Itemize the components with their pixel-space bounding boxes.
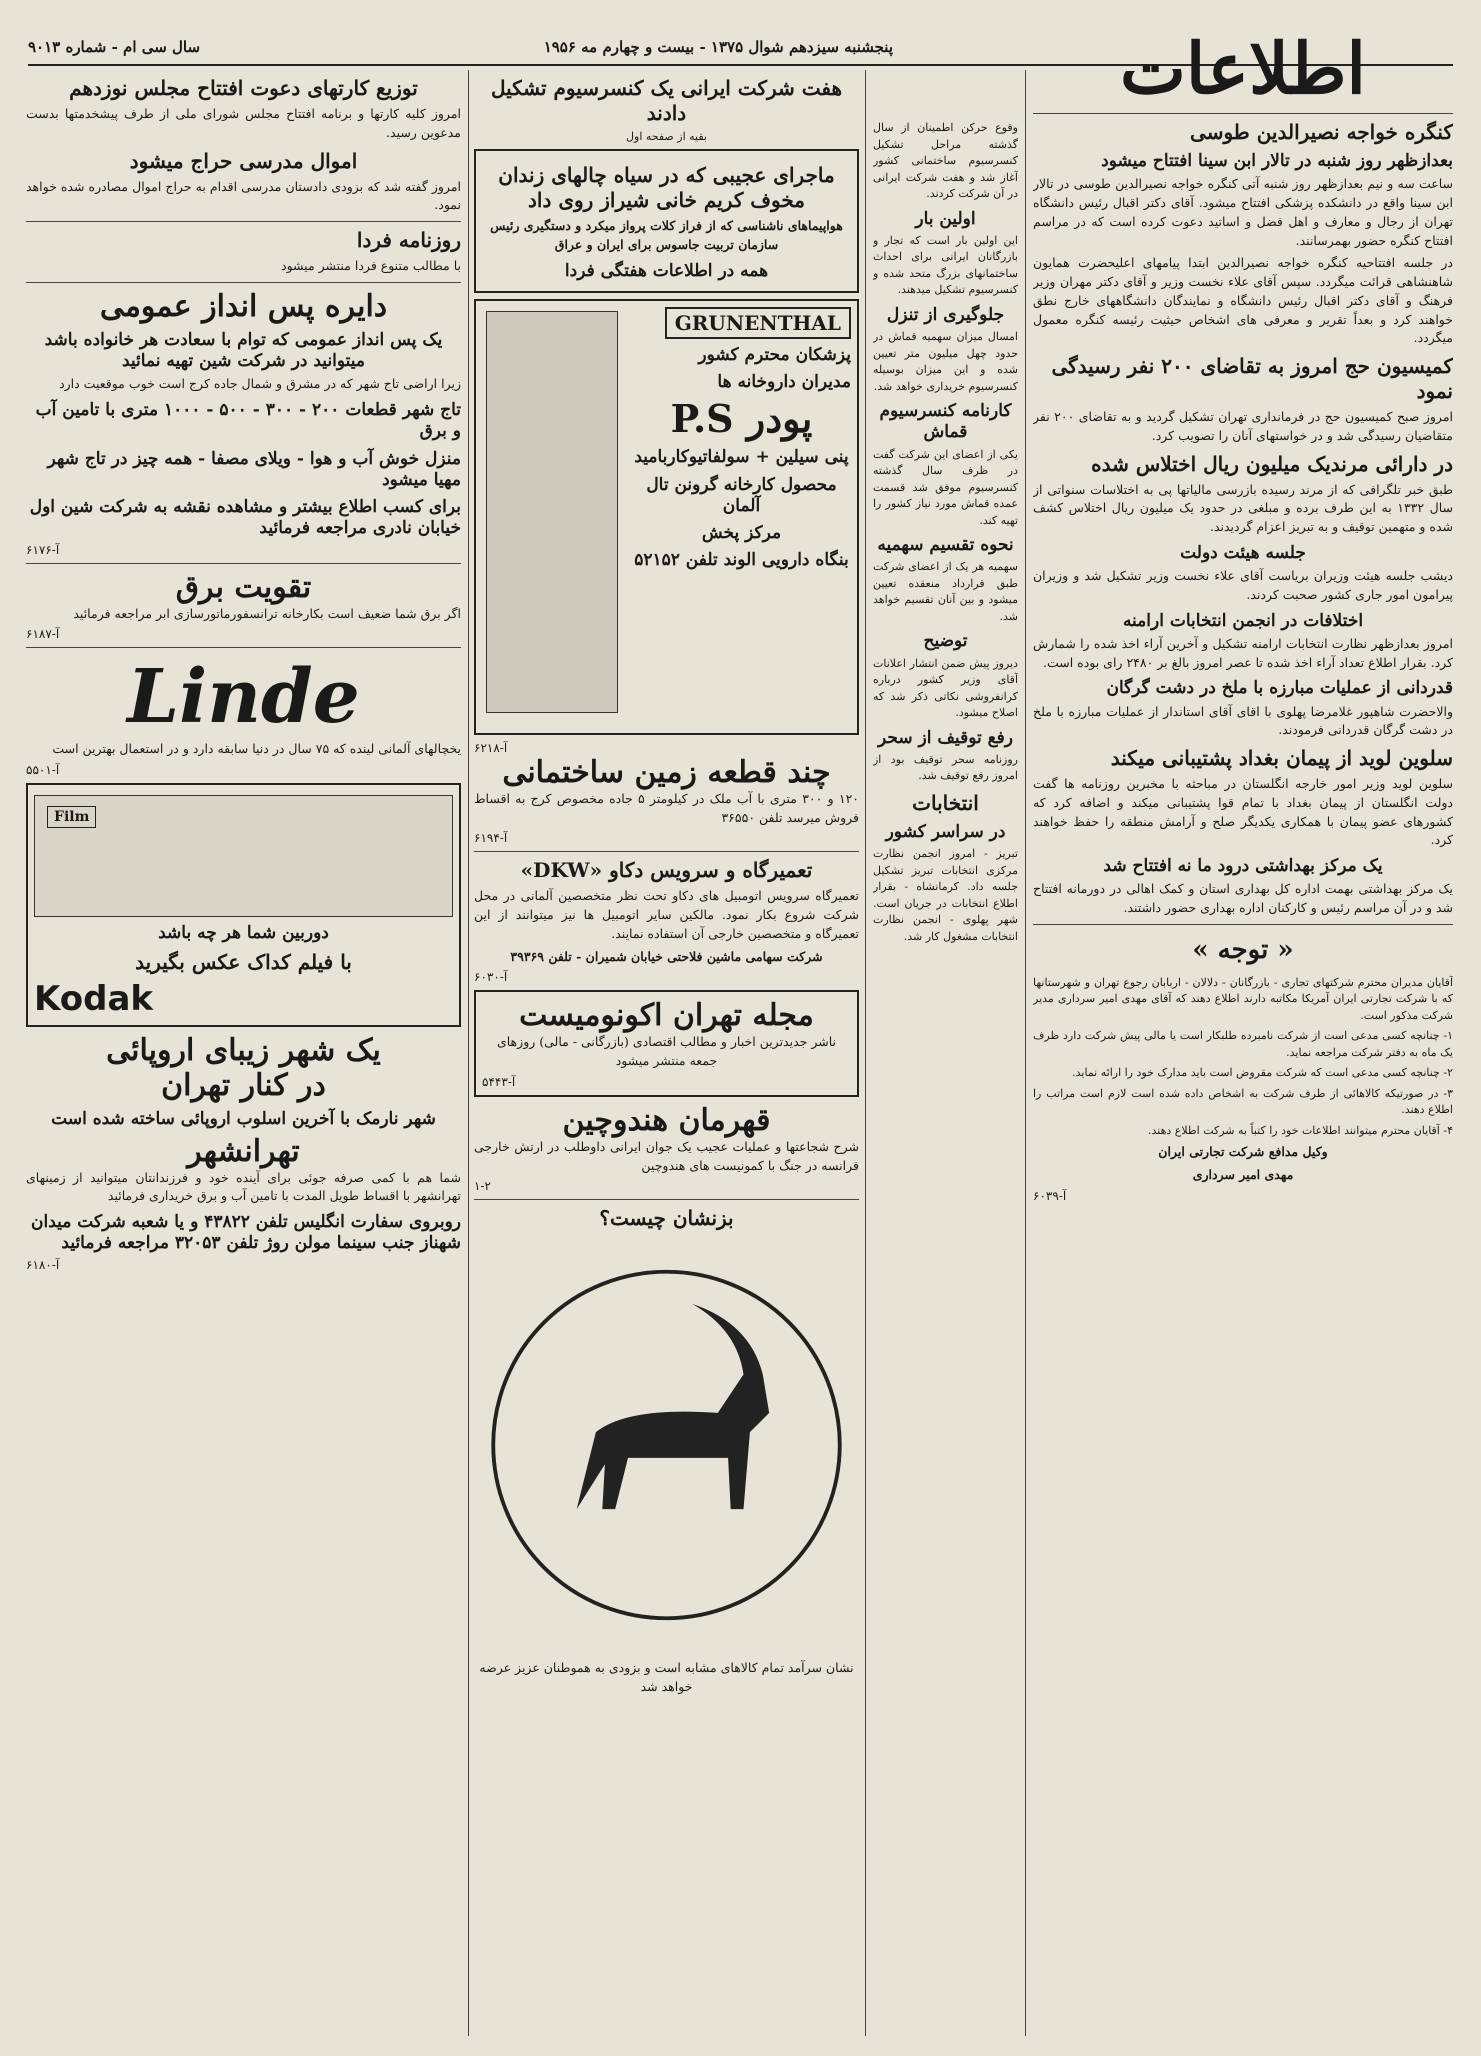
- column-left: [26, 70, 461, 2036]
- notice-body: [1033, 975, 1453, 1140]
- article-text: یکی از اعضای این شرکت گفت در ظرف سال گذشته کنسرسیوم موفق شد قسمت عمده قماش مورد نیاز کشور را تهیه کند.: [873, 447, 1018, 527]
- continued-note: بقیه از صفحه اول: [626, 130, 707, 143]
- daily-title: روزنامه فردا: [356, 228, 461, 252]
- newspaper-logo: اطلاعات: [1120, 30, 1366, 110]
- column-right: [1033, 30, 1453, 2036]
- headline: سلوین لوید از پیمان بغداد پشتیبانی میکند: [1110, 746, 1453, 770]
- headline: اختلافات در انجمن انتخابات ارامنه: [1122, 610, 1364, 631]
- goat-illustration: [474, 1235, 859, 1655]
- notice-text: آقایان مدیران محترم شرکتهای تجاری - بازرگانان - دلالان - اربابان رجوع تهران و شهرستانها که با شرکت تجارتی ایران آمریکا مکاتبه دارند اطلاع دهند که آقای مهدی امیر سرداری مدیر شرکت مذکور است.: [1033, 975, 1453, 1022]
- dkw-address: شرکت سهامی ماشین فلاحتی خیابان شمیران - تلفن ۳۹۳۶۹: [510, 948, 823, 964]
- kodak-ad: [26, 783, 461, 1027]
- electric-text: اگر برق شما ضعیف است بکارخانه ترانسفورماتورسازی ابر مراجعه فرمائید: [73, 605, 461, 621]
- article-text: این اولین بار است که تجار و بازرگانان ایرانی برای احداث ساختمانهای بزرگ متحد شده و کنسرسیوم تشکیل میدهند.: [873, 233, 1018, 297]
- fund-text: یک پس انداز عمومی که توام با سعادت هر خانواده باشد میتوانید در شرکت شین تهیه نمائید: [44, 329, 443, 371]
- product-name: پودر P.S: [670, 396, 813, 442]
- book-text: شرح شجاعتها و عملیات عجیب یک جوان ایرانی داوطلب در ارتش خارجی فرانسه در جنگ با کمونیست های هندوچین: [474, 1138, 859, 1173]
- divider: [26, 647, 461, 648]
- article-text: وقوع حرکن اطمینان از سال گذشته مراحل تشکیل کنسرسیوم ساختمانی کشور آغاز شد و هفت شرکت ایرانی در آن شرکت کردند.: [873, 121, 1018, 200]
- headline: جلسه هیئت دولت: [1180, 542, 1306, 563]
- ad-code: ۱-۲: [474, 1179, 491, 1194]
- kodak-slogan: دوربین شما هر چه باشد: [158, 923, 329, 943]
- issue-line: سال سی ام - شماره ۹۰۱۳: [28, 38, 201, 56]
- date-line: پنجشنبه سیزدهم شوال ۱۳۷۵ - بیست و چهارم مه ۱۹۵۶: [543, 38, 893, 56]
- headline: یک مرکز بهداشتی درود ما نه افتتاح شد: [1103, 856, 1383, 876]
- magazine-title: مجله تهران اکونومیست: [519, 998, 814, 1034]
- ad-code: آ-۶۱۸۷: [26, 627, 60, 642]
- article-text: امروز بعدازظهر نظارت انتخابات ارامنه تشکیل و آخرین آراء اخذ شده را شمارش کرد. بقرار اطلاع تعداد آراء اخذ شده تا عصر امروز بالغ بر ۲۴۸۰ رای بوده است.: [1033, 635, 1453, 670]
- notice-text: ۲- چنانچه کسی مدعی است که شرکت مقروض است باید مدارک خود را ارائه نماید.: [1072, 1066, 1453, 1080]
- subhead: در سراسر کشور: [885, 821, 1006, 842]
- subhead: رفع توقیف از سحر: [877, 727, 1014, 748]
- notice-text: ۴- آقایان محترم میتوانند اطلاعات خود را کتباً به شرکت اطلاع دهند.: [1147, 1123, 1453, 1137]
- headline: در دارائی مرندیک میلیون ریال اختلاس شده: [1091, 451, 1453, 476]
- hand-bottle-illustration: [486, 311, 618, 713]
- divider: [1033, 924, 1453, 925]
- subhead: اولین بار: [915, 208, 976, 229]
- ad-code: آ-۶۰۳۹: [1033, 1188, 1067, 1203]
- land-ad-text: ۱۲۰ و ۳۰۰ متری با آب ملک در کیلومتر ۵ جاده مخصوص کرج به اقساط فروش میرسد تلفن ۳۶۵۵۰: [474, 790, 859, 825]
- ad-code: آ-۶۲۱۸: [474, 740, 508, 755]
- dkw-text: تعمیرگاه سرویس اتومبیل های دکاو تحت نظر متخصصین آلمانی در محل شرکت شروع بکار نمود. مالکین سایر اتومبیل ها نیز میتوانند از این تعمیرگاه و متخصصین خارجی آن استفاده نمایند.: [474, 888, 859, 941]
- headline: کمیسیون حج امروز به تقاضای ۲۰۰ نفر رسیدگی نمود: [1051, 354, 1453, 403]
- subhead: نحوه تقسیم سهمیه: [877, 535, 1014, 555]
- subhead: توضیح: [923, 631, 968, 652]
- electric-title: تقویت برق: [175, 569, 312, 605]
- city-ad-subtitle: در کنار تهران: [161, 1068, 326, 1104]
- fund-title: دایره پس انداز عمومی: [99, 288, 388, 324]
- article-text: سهمیه هر یک از اعضای شرکت طبق قرارداد منعقده تعیین میشود و بین آنان تقسیم خواهد شد.: [873, 560, 1018, 623]
- ad-code: آ-۶۱۸۰: [26, 1257, 60, 1272]
- notice-text: ۱- چنانچه کسی مدعی است از شرکت نامبرده طلبکار است یا مالی پیش شرکت دارد ظرف یک ماه به دفتر شرکت مراجعه نماید.: [1033, 1029, 1453, 1059]
- puzzle-footer: نشان سرآمد تمام کالاهای مشابه است و بزودی به هموطنان عزیز عرضه خواهد شد: [479, 1660, 854, 1694]
- book-title: قهرمان هندوچین: [562, 1102, 771, 1138]
- ad-line: پزشکان محترم کشور: [698, 344, 851, 365]
- headline: کنگره خواجه نصیرالدین طوسی: [1190, 120, 1453, 144]
- column-divider: [468, 70, 469, 2036]
- column-divider: [1025, 70, 1026, 2036]
- article-text: در جلسه افتتاحیه کنگره خواجه نصیرالدین ابتدا پیامهای اعلیحضرت همایون شاهنشاهی قرائت میگردد. سپس آقای علاء نخست وزیر و آقای دکتر مهران وزیر فرهنگ و آقای دکتر اقبال رئیس دانشگاه و نمایندگان دانشگاههای خارج نطق خواهند کرد و بعداً تقریر و معرفی های اشخاص حیثیت رئیسه کنگره معمول میگردد.: [1033, 255, 1453, 346]
- headline: توزیع کارتهای دعوت افتتاح مجلس نوزدهم: [69, 76, 418, 100]
- daily-text: با مطالب متنوع فردا منتشر میشود: [281, 258, 461, 273]
- promo-title: ماجرای عجیبی که در سیاه چالهای زندان مخوف کریم خانی شیراز روی داد: [498, 163, 835, 212]
- article-text: دیروز پیش ضمن انتشار اعلانات آقای وزیر کشور درباره کرانفروشی نکاتی ذکر شد که اصلاح میشود.: [873, 656, 1018, 719]
- article-text: یک مرکز بهداشتی بهمت اداره کل بهداری استان و کمک اهالی در دورمانه افتتاح شد و در آن مراسم رئیس و کارکنان اداره بهداری حضور داشتند.: [1033, 881, 1453, 915]
- distributor-label: مرکز پخش: [701, 523, 782, 543]
- city-ad-title: یک شهر زیبای اروپائی: [106, 1033, 381, 1069]
- article-text: امروز کلیه کارتها و برنامه افتتاح مجلس شورای ملی از طرف پیشخدمتها بدست مدعوین رسید.: [26, 106, 461, 140]
- city-name: تهرانشهر: [187, 1133, 300, 1169]
- manufacturer: محصول کارخانه گرونن تال آلمان: [646, 474, 837, 516]
- divider: [1033, 113, 1453, 114]
- linde-text: یخچالهای آلمانی لینده که ۷۵ سال در دنیا سابقه دارد و در استعمال بهترین است: [52, 741, 461, 757]
- headline: اموال مدرسی حراج میشود: [129, 148, 358, 173]
- city-ad-text: شما هم با کمی صرفه جوئی برای آینده خود و فرزندانتان میتوانید از زمینهای تهرانشهر با اقساط طویل المدت با تامین آب و برق خریداری فرمائید: [26, 1169, 461, 1204]
- puzzle-title: بزنشان چیست؟: [599, 1206, 734, 1231]
- article-text: دیشب جلسه هیئت وزیران بریاست آقای علاء نخست وزیر تشکیل شد و وزیران پیرامون امور جاری کشور صحبت کردند.: [1033, 568, 1453, 602]
- article-text: امروز صبح کمیسیون حج در فرمانداری تهران تشکیل گردید و به تقاضای ۲۰۰ نفر متقاضیان رسیدگی شد و در خواستهای آنان را تصویب کرد.: [1033, 409, 1453, 443]
- ad-code: آ-۶۱۹۴: [474, 831, 508, 846]
- headline: هفت شرکت ایرانی یک کنسرسیوم تشکیل دادند: [490, 76, 843, 125]
- headline: قدردانی از عملیات مبارزه با ملخ در دشت گرگان: [1106, 678, 1453, 699]
- article-text: طبق خبر تلگرافی که از مرند رسیده بازرسی مالیاتها پی به اختلاسات سنواتی از سال ۱۳۳۲ به این طرف برده و مبلغی در حدود یک میلیون ریال اختلاس کشف شده و متهمین توقیف و به تبریز اعزام گردیدند.: [1033, 481, 1453, 534]
- article-text: والاحضرت شاهپور غلامرضا پهلوی با اقای آقای استاندار از عملیات مبارزه با ملخ در دشت گرگان قدردانی فرمودند.: [1033, 703, 1453, 738]
- divider: [26, 563, 461, 564]
- weekly-promo-box: [474, 149, 859, 293]
- ad-code: آ-۵۴۴۳: [482, 1074, 516, 1089]
- article-text: امسال میزان سهمیه قماش در حدود چهل میلیون متر تعیین شده و این میزان بوسیله کنسرسیوم خریداری خواهد شد.: [873, 330, 1018, 393]
- magazine-text: ناشر جدیدترین اخبار و مطالب اقتصادی (بازرگانی - مالی) روزهای جمعه منتشر میشود: [496, 1034, 837, 1068]
- dkw-title: تعمیرگاه و سرویس دکاو «DKW»: [520, 858, 813, 883]
- section-title: انتخابات: [912, 790, 979, 815]
- film-label: Film: [47, 806, 96, 828]
- subheadline: بعدازظهر روز شنبه در تالار ابن سینا افتتاح میشود: [1101, 151, 1453, 171]
- kodak-slogan: با فیلم کداک عکس بگیرید: [135, 950, 352, 975]
- fund-text: تاج شهر قطعات ۲۰۰ - ۳۰۰ - ۵۰۰ - ۱۰۰۰ متری با تامین آب و برق: [35, 400, 461, 442]
- article-text: امروز گفته شد که بزودی دادستان مدرسی اقدام به حراج اموال مصادره شده خواهد نمود.: [26, 178, 461, 213]
- magazine-ad: [474, 990, 859, 1097]
- ad-code: آ-۶۱۷۶: [26, 542, 60, 557]
- product-sub: پنی سیلین + سولفاتیوکاربامید: [634, 447, 849, 468]
- promo-text: هواپیماهای ناشناسی که از فراز کلات پرواز میکرد و دستگیری رئیس سازمان تربیت جاسوس برای ایران و عراق: [490, 218, 843, 252]
- signature: مهدی امیر سرداری: [1192, 1167, 1294, 1182]
- film-box-illustration: [34, 795, 453, 917]
- column-center: [474, 70, 859, 2036]
- article-text: تبریز - امروز انجمن نظارت مرکزی انتخابات تبریز تشکیل جلسه داد. کرمانشاه - بقرار اطلاع انتخابات در جریان است. شهر پهلوی - انجمن نظارت انتخابات مشغول کار شد.: [873, 847, 1018, 943]
- notice-title: « توجه »: [1192, 934, 1294, 965]
- divider: [26, 282, 461, 283]
- distributor-address: بنگاه دارویی الوند تلفن ۵۲۱۵۲: [634, 550, 849, 571]
- divider: [474, 851, 859, 852]
- fund-text: منزل خوش آب و هوا - ویلای مصفا - همه چیز در تاج شهر مهیا میشود: [47, 448, 461, 490]
- promo-footer: همه در اطلاعات هفتگی فردا: [564, 260, 769, 281]
- fund-text: زیرا اراضی تاج شهر که در مشرق و شمال جاده کرج است خوب موقعیت دارد: [59, 376, 461, 392]
- divider: [26, 221, 461, 222]
- subhead: جلوگیری از تنزل: [886, 304, 1005, 325]
- brand-logo: GRUNENTHAL: [665, 307, 851, 339]
- divider: [474, 1199, 859, 1200]
- article-text: سلوین لوید وزیر امور خارجه انگلستان در مباحثه با مخبرین روزنامه ها گفت دولت انگلستان از پیمان بغداد با تمام قوا پشتیبانی میکند و اضافه کرد که کشورهای عضو پیمان با همکاری یکدیگر صلح و آرامش منطقه را حفظ خواهند کرد.: [1033, 776, 1453, 848]
- linde-logo: Linde: [127, 654, 360, 741]
- kodak-logo: Kodak: [34, 979, 153, 1020]
- article-text: ساعت سه و نیم بعدازظهر روز شنبه آتی کنگره خواجه نصیرالدین طوسی در تالار ابن سینا واقع در دانشکده پزشکی افتتاح میشود. آقای دکتر اقبال رئیس دانشگاه تهران از رجال و معارف و اهل فضل و اساتید دعوت کرده است که در مراسم افتتاح کنگره حضور بهمرسانند.: [1033, 176, 1453, 248]
- land-ad-title: چند قطعه زمین ساختمانی: [502, 754, 831, 790]
- city-ad-address: روبروی سفارت انگلیس تلفن ۴۳۸۲۲ و یا شعبه شرکت میدان شهناز جنب سینما مولن روژ تلفن ۳۲۰۵۳ مراجعه فرمائید: [31, 1212, 461, 1254]
- city-ad-text: شهر نارمک با آخرین اسلوب اروپائی ساخته شده است: [51, 1109, 436, 1130]
- notice-text: ۳- در صورتیکه کالاهائی از طرف شرکت به اشخاص داده شده است لازم است مراتب را اطلاع دهند.: [1033, 1086, 1453, 1117]
- ad-code: آ-۶۰۳۰: [474, 970, 508, 985]
- grunenthal-ad: [474, 299, 859, 735]
- column-divider: [865, 70, 866, 2036]
- subhead: کارنامه کنسرسیوم قماش: [879, 401, 1012, 443]
- ad-code: آ-۵۵۰۱: [26, 763, 60, 777]
- fund-text: برای کسب اطلاع بیشتر و مشاهده نقشه به شرکت شین اول خیابان نادری مراجعه فرمائید: [29, 497, 461, 539]
- signature: وکیل مدافع شرکت تجارتی ایران: [1158, 1144, 1328, 1160]
- column-narrow: [873, 120, 1018, 2036]
- ad-line: مدیران داروخانه ها: [717, 372, 851, 392]
- article-text: روزنامه سحر توقیف بود از امروز رفع توقیف شد.: [873, 752, 1018, 783]
